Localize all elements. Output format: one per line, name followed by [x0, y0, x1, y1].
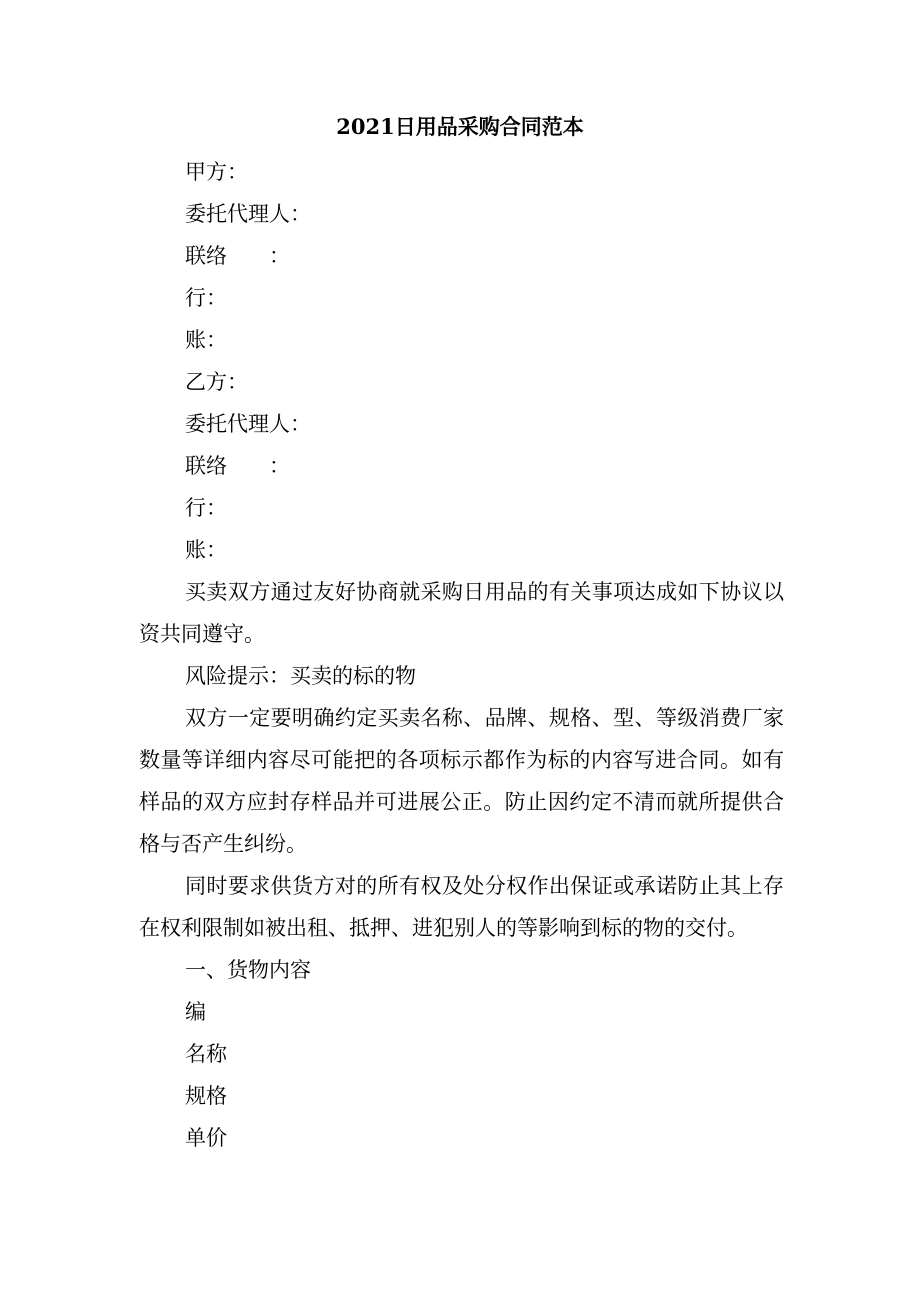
table-header-price: 单价: [185, 1126, 227, 1150]
party-a-label: 甲方：: [185, 160, 248, 184]
party-b-label: 乙方：: [185, 370, 248, 394]
party-a-agent: 委托代理人：: [185, 202, 311, 226]
section-goods-heading: 一、货物内容: [185, 958, 311, 982]
risk-paragraph-1: 双方一定要明确约定买卖名称、品牌、规格、型、等级消费厂家数量等详细内容尽可能把的各项标示都作为标的内容写进合同。如有样品的双方应封存样品并可进展公正。防止因约定不清而就所提供合格与否产生纠纷。: [139, 706, 784, 856]
table-header-name: 名称: [185, 1042, 227, 1066]
party-b-agent: 委托代理人：: [185, 412, 311, 436]
party-a-bank: 行：: [185, 286, 227, 310]
risk-paragraph-2: 同时要求供货方对的所有权及处分权作出保证或承诺防止其上存在权利限制如被出租、抵押、进犯别人的等影响到标的物的交付。: [139, 874, 784, 940]
party-a-account: 账：: [185, 328, 227, 352]
intro-paragraph: 买卖双方通过友好协商就采购日用品的有关事项达成如下协议以资共同遵守。: [139, 580, 784, 646]
party-b-account: 账：: [185, 538, 227, 562]
party-b-contact: 联络 ：: [185, 454, 290, 478]
document-body: [139, 151, 784, 1159]
risk-heading: 风险提示：买卖的标的物: [185, 664, 416, 688]
table-header-number: 编: [185, 1000, 206, 1024]
party-a-contact: 联络 ：: [185, 244, 290, 268]
table-header-spec: 规格: [185, 1084, 227, 1108]
party-b-bank: 行：: [185, 496, 227, 520]
document-title: 2021日用品采购合同范本: [336, 114, 584, 139]
